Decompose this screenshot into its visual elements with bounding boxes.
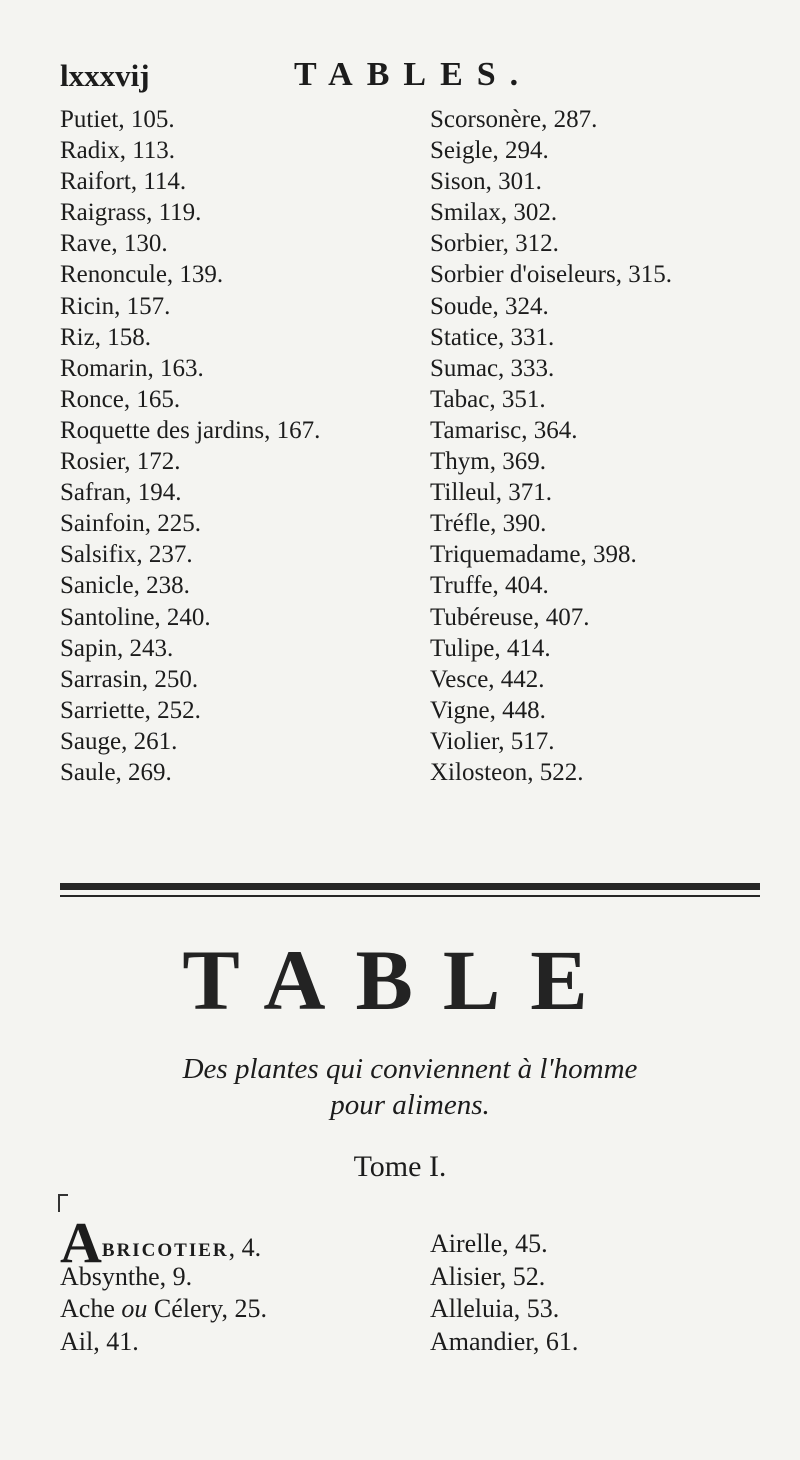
index-entry: Violier, 517. [430,727,555,755]
index-entry: Triquemadame, 398. [430,541,637,569]
index-entry: Tulipe, 414. [430,634,551,662]
index-entry: Sanicle, 238. [60,572,190,600]
index-entry: Sarrasin, 250. [60,665,199,693]
upper-index-column-right [430,104,672,788]
index-entry: Saule, 269. [60,758,172,786]
index-entry: Sison, 301. [430,168,542,196]
index-entry: Safran, 194. [60,479,182,507]
section-subtitle-line-1: Des plantes qui conviennent à l'homme [182,1053,638,1085]
index-entry: Statice, 331. [430,323,555,351]
index-entry: Santoline, 240. [60,603,211,631]
first-entry-page: , 4. [228,1233,262,1262]
drop-cap-initial: A [60,1210,102,1275]
index-entry: Renoncule, 139. [60,261,224,289]
entry-part: Ache [60,1294,122,1323]
index-entry-first [60,1210,267,1275]
index-entry: Ail, 41. [60,1326,139,1356]
index-entry: Absynthe, 9. [60,1261,193,1291]
index-entry: Sarriette, 252. [60,696,201,724]
index-entry: Sorbier, 312. [430,230,559,258]
index-entry: Vigne, 448. [430,696,546,724]
index-entry: Rave, 130. [60,230,168,258]
entry-conjunction-italic: ou [121,1294,148,1323]
index-entry: Sorbier d'oiseleurs, 315. [430,261,672,289]
index-entry: Radix, 113. [60,137,176,165]
lower-index-column-right [430,1228,578,1358]
lower-index-column-left [60,1210,267,1358]
index-entry: Alisier, 52. [430,1261,546,1291]
section-title: TABLE [182,932,618,1028]
index-entry: Raifort, 114. [60,168,187,196]
index-entry: Riz, 158. [60,323,151,351]
index-entry: Putiet, 105. [60,106,175,133]
section-divider-rule [60,883,760,897]
index-entry: Salsifix, 237. [60,541,193,569]
running-title: TABLES. [294,56,533,93]
index-entry: Soude, 324. [430,292,549,320]
index-entry: Ronce, 165. [60,385,181,413]
index-entry: Tubéreuse, 407. [430,603,590,631]
index-entry: Rosier, 172. [60,448,181,476]
volume-heading: Tome I. [353,1150,447,1183]
index-entry: Tabac, 351. [430,385,546,413]
index-entry: Raigrass, 119. [60,199,202,227]
index-entry: Tréfle, 390. [430,510,547,538]
index-entry: Roquette des jardins, 167. [60,416,321,444]
index-entry: Thym, 369. [430,448,546,476]
index-entry: Scorsonère, 287. [430,106,598,133]
index-entry: Alleluia, 53. [430,1294,560,1323]
first-entry-smallcaps: BRICOTIER [101,1240,229,1261]
index-entry: Tilleul, 371. [430,479,553,507]
section-subtitle-line-2: pour alimens. [330,1089,490,1121]
index-entry: Smilax, 302. [430,199,558,227]
page-number: lxxxvij [60,58,150,93]
index-entry: Sapin, 243. [60,634,174,662]
index-entry: Sainfoin, 225. [60,510,201,538]
entry-part: Célery, 25. [147,1294,267,1323]
index-entry: Airelle, 45. [430,1229,548,1258]
upper-index-column-left [60,104,320,788]
index-entry-ache [60,1293,267,1326]
index-entry: Romarin, 163. [60,354,204,382]
index-entry: Truffe, 404. [430,572,549,600]
index-entry: Xilosteon, 522. [430,758,584,786]
index-entry: Sauge, 261. [60,727,178,755]
index-entry: Seigle, 294. [430,137,549,165]
index-entry: Sumac, 333. [430,354,555,382]
index-entry: Amandier, 61. [430,1326,579,1356]
index-entry: Vesce, 442. [430,665,545,693]
index-entry: Ricin, 157. [60,292,171,320]
index-entry: Tamarisc, 364. [430,416,578,444]
page-header [60,58,760,98]
